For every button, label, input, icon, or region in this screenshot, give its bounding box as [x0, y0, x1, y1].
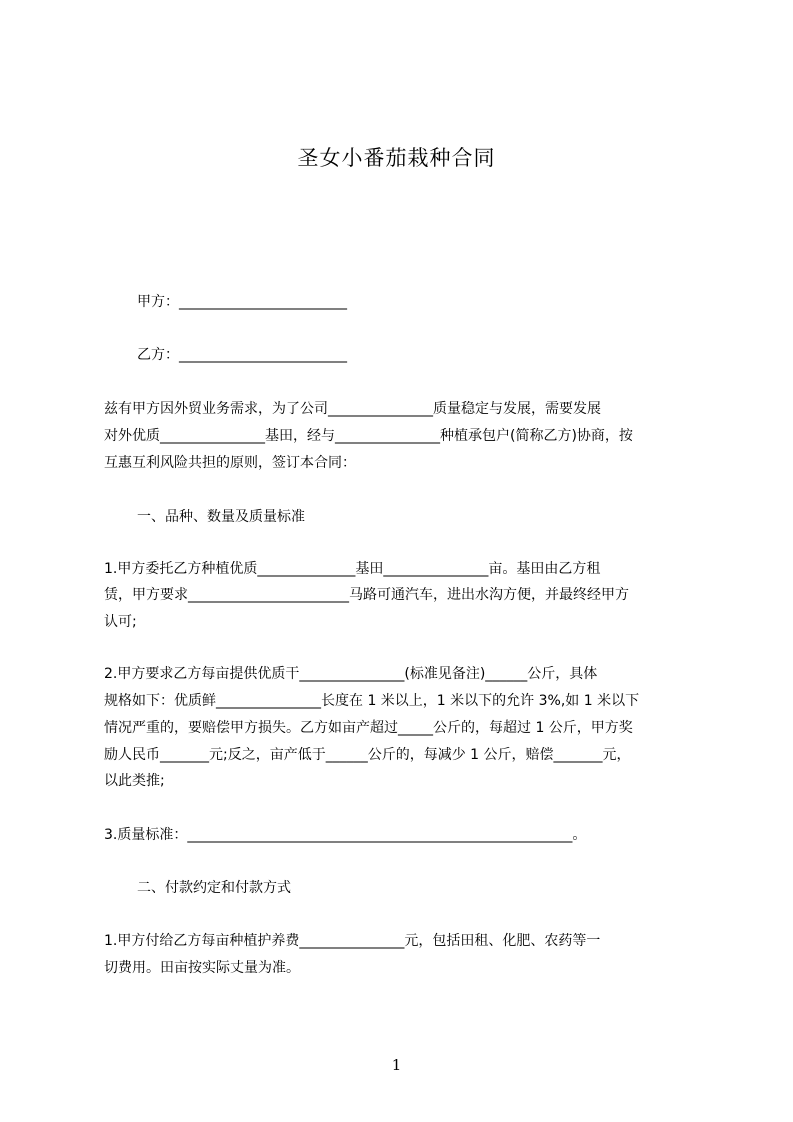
clause-line: 1.甲方委托乙方种植优质______________基田_______________亩。基田由乙方租 — [104, 561, 601, 577]
intro-line: 互惠互利风险共担的原则，签订本合同： — [104, 455, 356, 471]
party-a-line: 甲方：________________________ — [137, 294, 347, 310]
intro-line: 对外优质_______________基田，经与_______________种植承包户(简称乙方)协商，按 — [104, 428, 633, 444]
clause-1-3: 3.质量标准：_______________________________________________________。 — [104, 827, 587, 843]
party-b-line: 乙方：________________________ — [137, 347, 347, 363]
clause-line: 情况严重的，要赔偿甲方损失。乙方如亩产超过_____公斤的，每超过 1 公斤，甲方奖 — [104, 720, 633, 736]
clause-line: 以此类推; — [104, 773, 165, 789]
page-number: 1 — [391, 1056, 402, 1074]
clause-line: 1.甲方付给乙方每亩种植护养费_______________元，包括田租、化肥、农药等一 — [104, 933, 601, 949]
contract-title: 圣女小番茄栽种合同 — [297, 146, 496, 170]
intro-line: 兹有甲方因外贸业务需求，为了公司_______________质量稳定与发展，需要发展 — [104, 401, 601, 417]
clause-line: 赁，甲方要求_______________________马路可通汽车，进出水沟方便，并最终经甲方 — [104, 587, 629, 603]
section-1-heading: 一、品种、数量及质量标准 — [137, 509, 305, 525]
clause-line: 切费用。田亩按实际丈量为准。 — [104, 960, 300, 976]
clause-line: 励人民币_______元;反之，亩产低于______公斤的，每减少 1 公斤，赔偿_______元， — [104, 747, 631, 763]
clause-line: 2.甲方要求乙方每亩提供优质干_______________(标准见备注)______公斤，具体 — [104, 666, 598, 682]
clause-line: 认可; — [104, 614, 137, 630]
section-2-heading: 二、付款约定和付款方式 — [137, 880, 291, 896]
clause-line: 规格如下：优质鲜_______________长度在 1 米以上，1 米以下的允许 3%,如 1 米以下 — [104, 693, 640, 709]
